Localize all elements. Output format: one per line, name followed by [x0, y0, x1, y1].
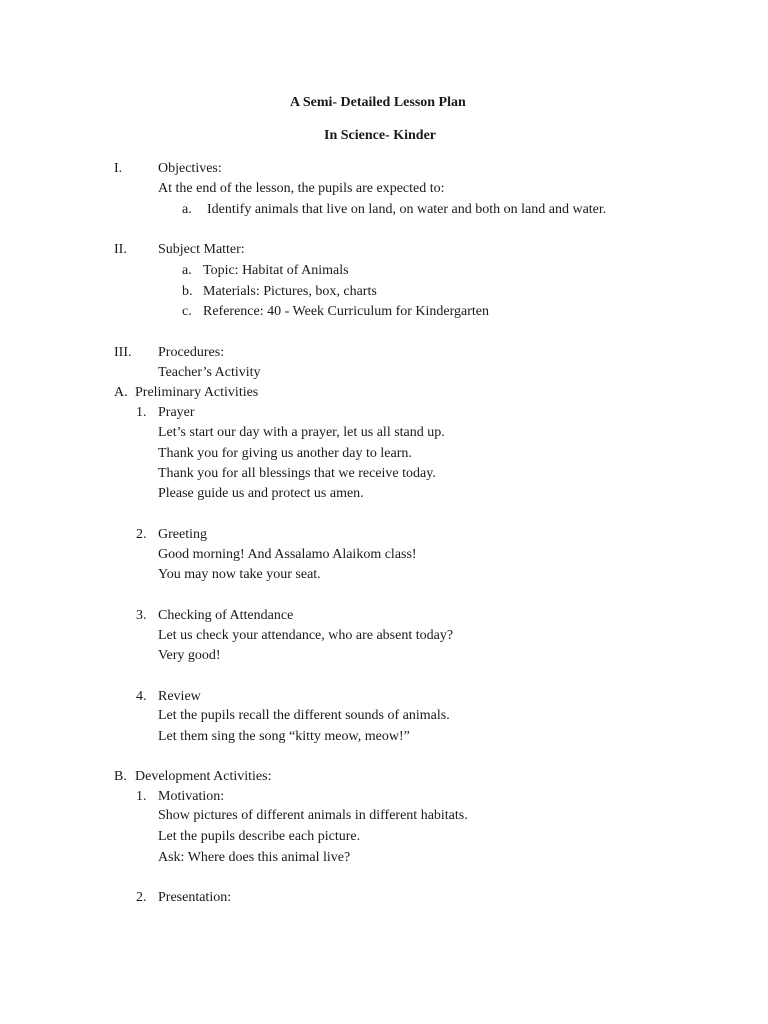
list-marker: a. [182, 202, 192, 217]
step-number: 2. [136, 890, 147, 905]
section-numeral: II. [114, 242, 127, 257]
step-number: 4. [136, 689, 147, 704]
list-marker: c. [182, 304, 192, 319]
step-title-prayer: Prayer [158, 405, 195, 420]
step-title-attendance: Checking of Attendance [158, 608, 294, 623]
section-numeral: I. [114, 161, 123, 176]
step-number: 3. [136, 608, 147, 623]
step-line: You may now take your seat. [158, 567, 321, 582]
step-line: Let’s start our day with a prayer, let us all stand up. [158, 425, 445, 440]
section-heading-objectives: Objectives: [158, 161, 222, 176]
step-line: Good morning! And Assalamo Alaikom class! [158, 547, 417, 562]
objectives-intro: At the end of the lesson, the pupils are expected to: [158, 181, 445, 196]
list-marker: b. [182, 284, 193, 299]
step-line: Very good! [158, 648, 221, 663]
subsection-marker: B. [114, 769, 127, 784]
step-title-review: Review [158, 689, 201, 704]
step-line: Let us check your attendance, who are absent today? [158, 628, 454, 643]
subject-matter-item: Materials: Pictures, box, charts [203, 284, 377, 299]
step-title-presentation: Presentation: [158, 890, 232, 905]
step-number: 1. [136, 405, 147, 420]
step-line: Let them sing the song “kitty meow, meow!” [158, 729, 410, 744]
subject-matter-item: Reference: 40 - Week Curriculum for Kindergarten [203, 304, 490, 319]
step-title-greeting: Greeting [158, 527, 207, 542]
step-line: Thank you for giving us another day to learn. [158, 446, 412, 461]
section-heading-subject-matter: Subject Matter: [158, 242, 245, 257]
document-subtitle: In Science- Kinder [324, 128, 436, 143]
step-line: Ask: Where does this animal live? [158, 850, 351, 865]
step-line: Show pictures of different animals in different habitats. [158, 808, 468, 823]
document-title: A Semi- Detailed Lesson Plan [290, 95, 466, 110]
subject-matter-item: Topic: Habitat of Animals [203, 263, 349, 278]
step-line: Let the pupils describe each picture. [158, 829, 361, 844]
step-number: 1. [136, 789, 147, 804]
section-heading-procedures: Procedures: [158, 345, 225, 360]
teacher-activity-label: Teacher’s Activity [158, 365, 261, 380]
section-numeral: III. [114, 345, 132, 360]
step-line: Thank you for all blessings that we receive today. [158, 466, 436, 481]
subsection-marker: A. [114, 385, 128, 400]
subsection-heading-preliminary: Preliminary Activities [135, 385, 259, 400]
objective-item: Identify animals that live on land, on water and both on land and water. [207, 202, 607, 217]
step-title-motivation: Motivation: [158, 789, 225, 804]
step-line: Please guide us and protect us amen. [158, 486, 364, 501]
step-number: 2. [136, 527, 147, 542]
subsection-heading-development: Development Activities: [135, 769, 272, 784]
list-marker: a. [182, 263, 192, 278]
step-line: Let the pupils recall the different sounds of animals. [158, 708, 450, 723]
